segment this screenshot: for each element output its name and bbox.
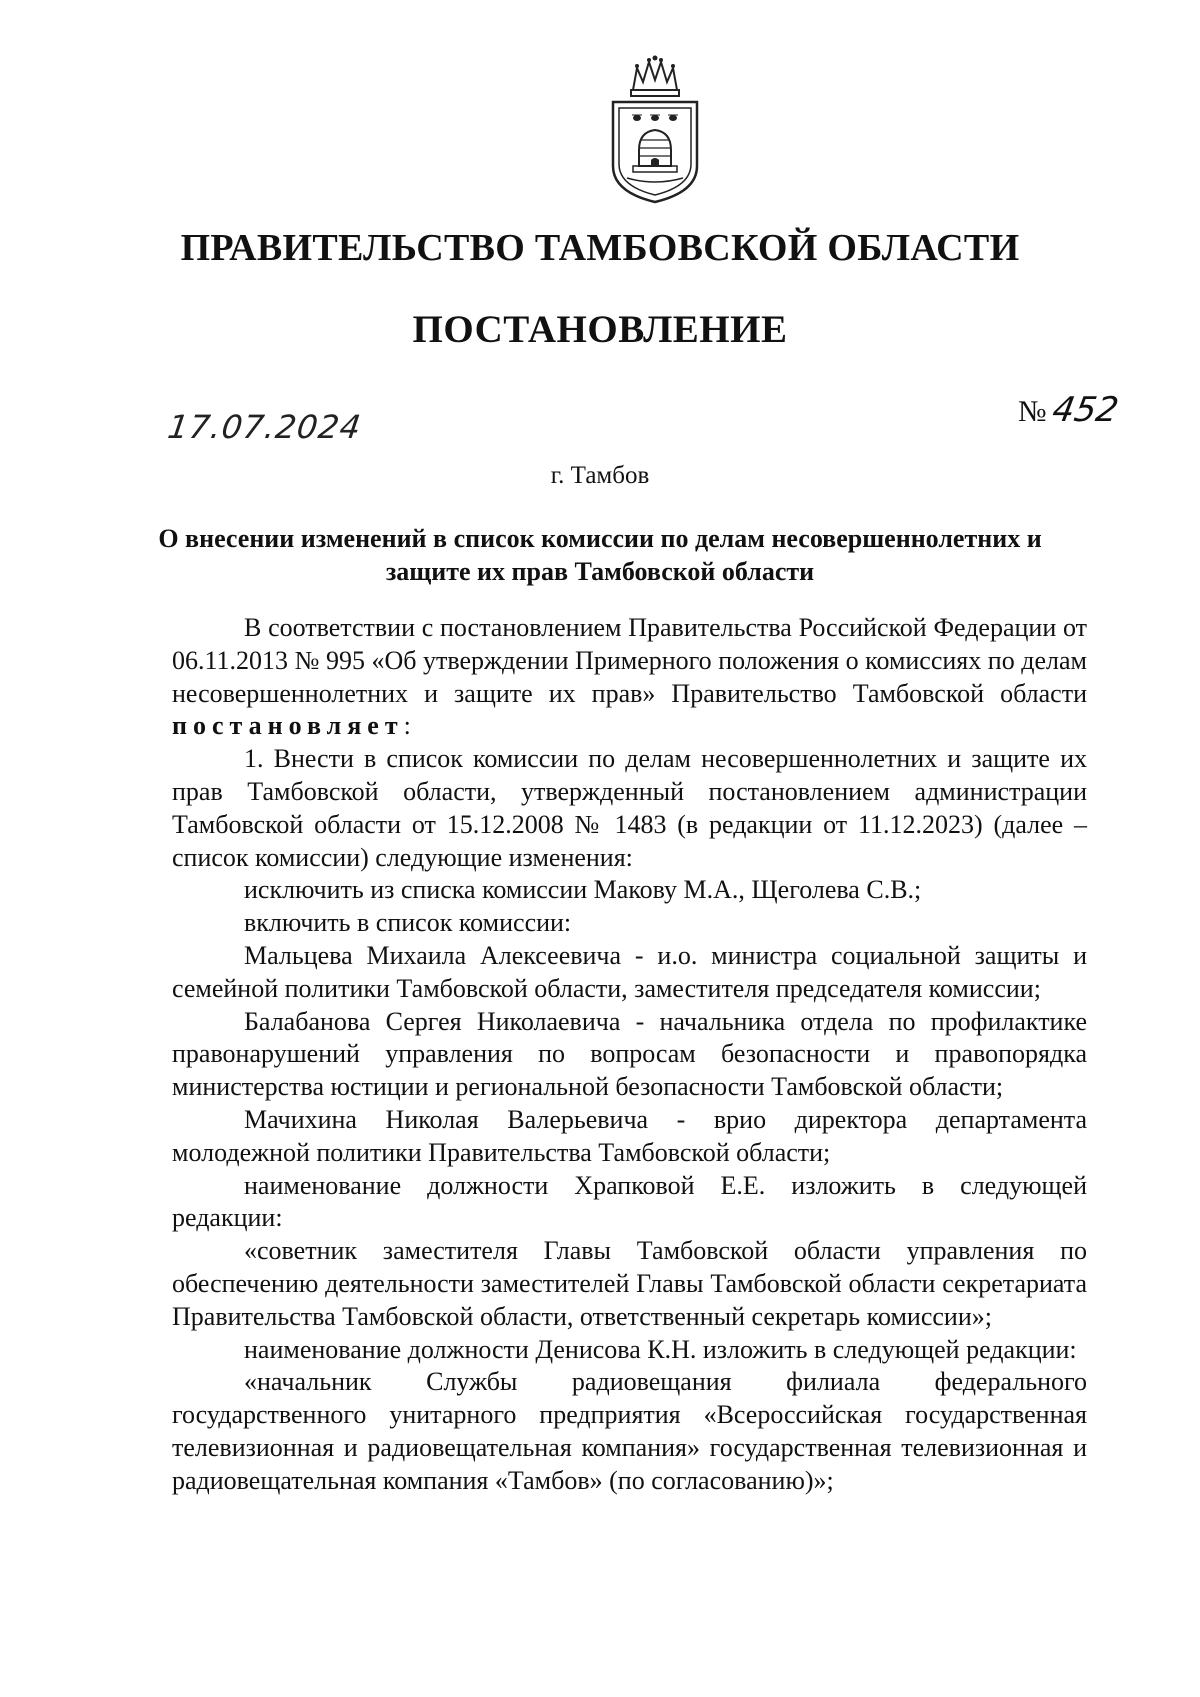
document-date: 17.07.2024 [165, 408, 364, 446]
paragraph-member-balabanov: Балабанова Сергея Николаевича - начальника отдела по профилактике правонарушений управления по вопросам безопасности и правопорядка министерства юстиции и региональной безопасности Тамбовской области; [172, 1006, 1087, 1102]
number-sign: № [1018, 395, 1047, 428]
resolution-keyword: постановляет [172, 711, 404, 741]
paragraph-item-1: 1. Внести в список комиссии по делам несовершеннолетних и защите их прав Тамбовской области, утвержденный постановлением администрации Тамбовской области от 15.12.2008 № 1483 (в редакции от 11.12.2023) (далее – список комиссии) следующие изменения: [172, 744, 1087, 872]
city-label: г. Тамбов [550, 462, 650, 489]
paragraph-khrapkova-title: «советник заместителя Главы Тамбовской области управления по обеспечению деятельности заместителей Главы Тамбовской области секретариата Правительства Тамбовской области, ответственный секретарь комиссии»; [172, 1236, 1087, 1331]
paragraph-member-maltsev: Мальцева Михаила Алексеевича - и.о. министра социальной защиты и семейной политики Тамбовской области, заместителя председателя комиссии; [172, 940, 1087, 1003]
document-type-title: ПОСТАНОВЛЕНИЕ [412, 308, 788, 351]
document-body [172, 612, 1087, 1498]
document-subject [150, 522, 1050, 588]
preamble-text: В соответствии с постановлением Правительства Российской Федерации от 06.11.2013 № 995 «Об утверждении Примерного положения о комиссиях по делам несовершеннолетних и защите их прав» Правительство Тамбовской области [172, 613, 1087, 708]
paragraph-rename-denisov: наименование должности Денисова К.Н. изложить в следующей редакции: [244, 1334, 1077, 1364]
paragraph-include: включить в список комиссии: [244, 908, 572, 938]
paragraph-rename-khrapkova: наименование должности Храпковой Е.Е. изложить в следующей редакции: [172, 1170, 1087, 1233]
paragraph-denisov-title: «начальник Службы радиовещания филиала федерального государственного унитарного предприятия «Всероссийская государственная телевизионная и радиовещательная компания» государственная телевизионная и радиовещательная компания «Тамбов» (по согласованию)»; [172, 1367, 1087, 1495]
document-number: 452 [1049, 390, 1122, 430]
preamble-colon: : [403, 711, 411, 741]
document-number-block [1018, 390, 1122, 430]
paragraph-preamble [172, 612, 1087, 743]
paragraph-exclude: исключить из списка комиссии Макову М.А., Щеголева С.В.; [244, 875, 922, 905]
subject-line-2: защите их прав Тамбовской области [385, 557, 815, 586]
government-title: ПРАВИТЕЛЬСТВО ТАМБОВСКОЙ ОБЛАСТИ [180, 227, 1020, 269]
paragraph-member-machikhin: Мачихина Николая Валерьевича - врио директора департамента молодежной политики Правительства Тамбовской области; [172, 1104, 1087, 1167]
tambov-coat-of-arms-icon [605, 54, 705, 204]
subject-line-1: О внесении изменений в список комиссии по делам несовершеннолетних и [158, 524, 1042, 553]
